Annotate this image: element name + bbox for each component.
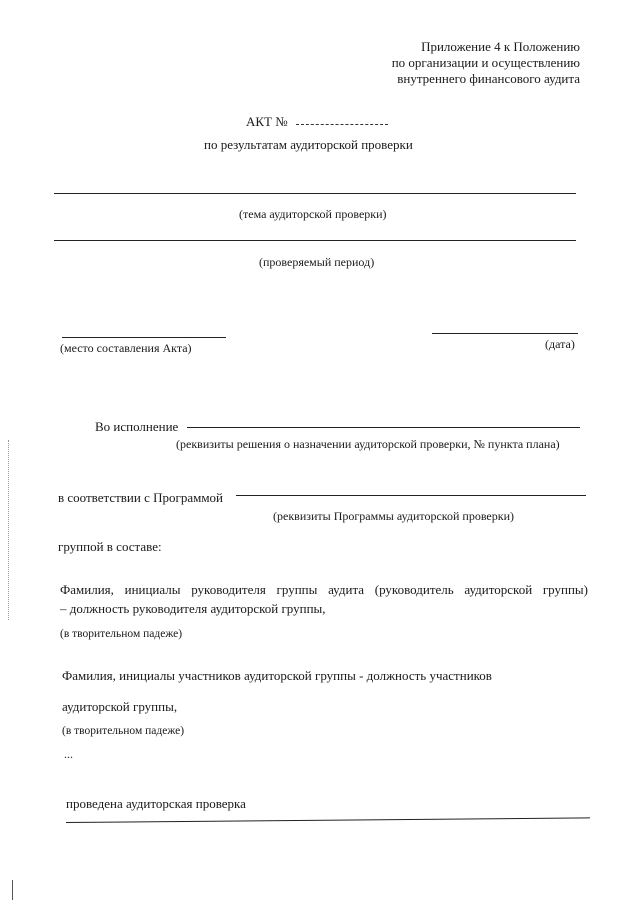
period-field[interactable] bbox=[54, 240, 576, 241]
topic-field[interactable] bbox=[54, 193, 576, 194]
appendix-line-2: по организации и осуществлению bbox=[391, 55, 580, 70]
date-caption: (дата) bbox=[545, 337, 575, 351]
group-members-note: (в творительном падеже) bbox=[62, 725, 185, 737]
group-leader-note: (в творительном падеже) bbox=[60, 628, 183, 640]
appendix-line-3: внутреннего финансового аудита bbox=[397, 71, 580, 86]
scan-edge-mark bbox=[12, 880, 13, 900]
place-caption: (место составления Акта) bbox=[60, 341, 192, 355]
execution-caption: (реквизиты решения о назначении аудиторской проверки, № пункта плана) bbox=[176, 437, 560, 451]
scan-edge-mark bbox=[8, 440, 9, 620]
place-field[interactable] bbox=[62, 337, 226, 338]
group-leader-line-2: – должность руководителя аудиторской группы, bbox=[60, 601, 326, 616]
execution-field[interactable] bbox=[187, 427, 580, 428]
act-subtitle: по результатам аудиторской проверки bbox=[204, 137, 413, 152]
act-title: АКТ № bbox=[246, 114, 288, 129]
program-caption: (реквизиты Программы аудиторской проверки) bbox=[273, 509, 515, 523]
date-field[interactable] bbox=[432, 333, 578, 334]
period-caption: (проверяемый период) bbox=[259, 255, 375, 269]
appendix-line-1: Приложение 4 к Положению bbox=[421, 39, 580, 54]
program-label: в соответствии с Программой bbox=[58, 490, 224, 505]
act-number-field[interactable] bbox=[296, 124, 388, 125]
execution-label: Во исполнение bbox=[95, 419, 179, 434]
topic-caption: (тема аудиторской проверки) bbox=[239, 207, 387, 221]
conclusion-label: проведена аудиторская проверка bbox=[66, 796, 246, 811]
conclusion-field[interactable] bbox=[66, 817, 590, 823]
group-members-line-2: аудиторской группы, bbox=[62, 699, 178, 714]
group-intro: группой в составе: bbox=[58, 539, 162, 554]
group-members-line-1: Фамилия, инициалы участников аудиторской группы - должность участников bbox=[62, 668, 492, 683]
group-ellipsis: ... bbox=[64, 747, 73, 761]
group-leader-line-1: Фамилия, инициалы руководителя группы аудита (руководитель аудиторской группы) bbox=[60, 582, 588, 597]
program-field[interactable] bbox=[236, 495, 586, 496]
